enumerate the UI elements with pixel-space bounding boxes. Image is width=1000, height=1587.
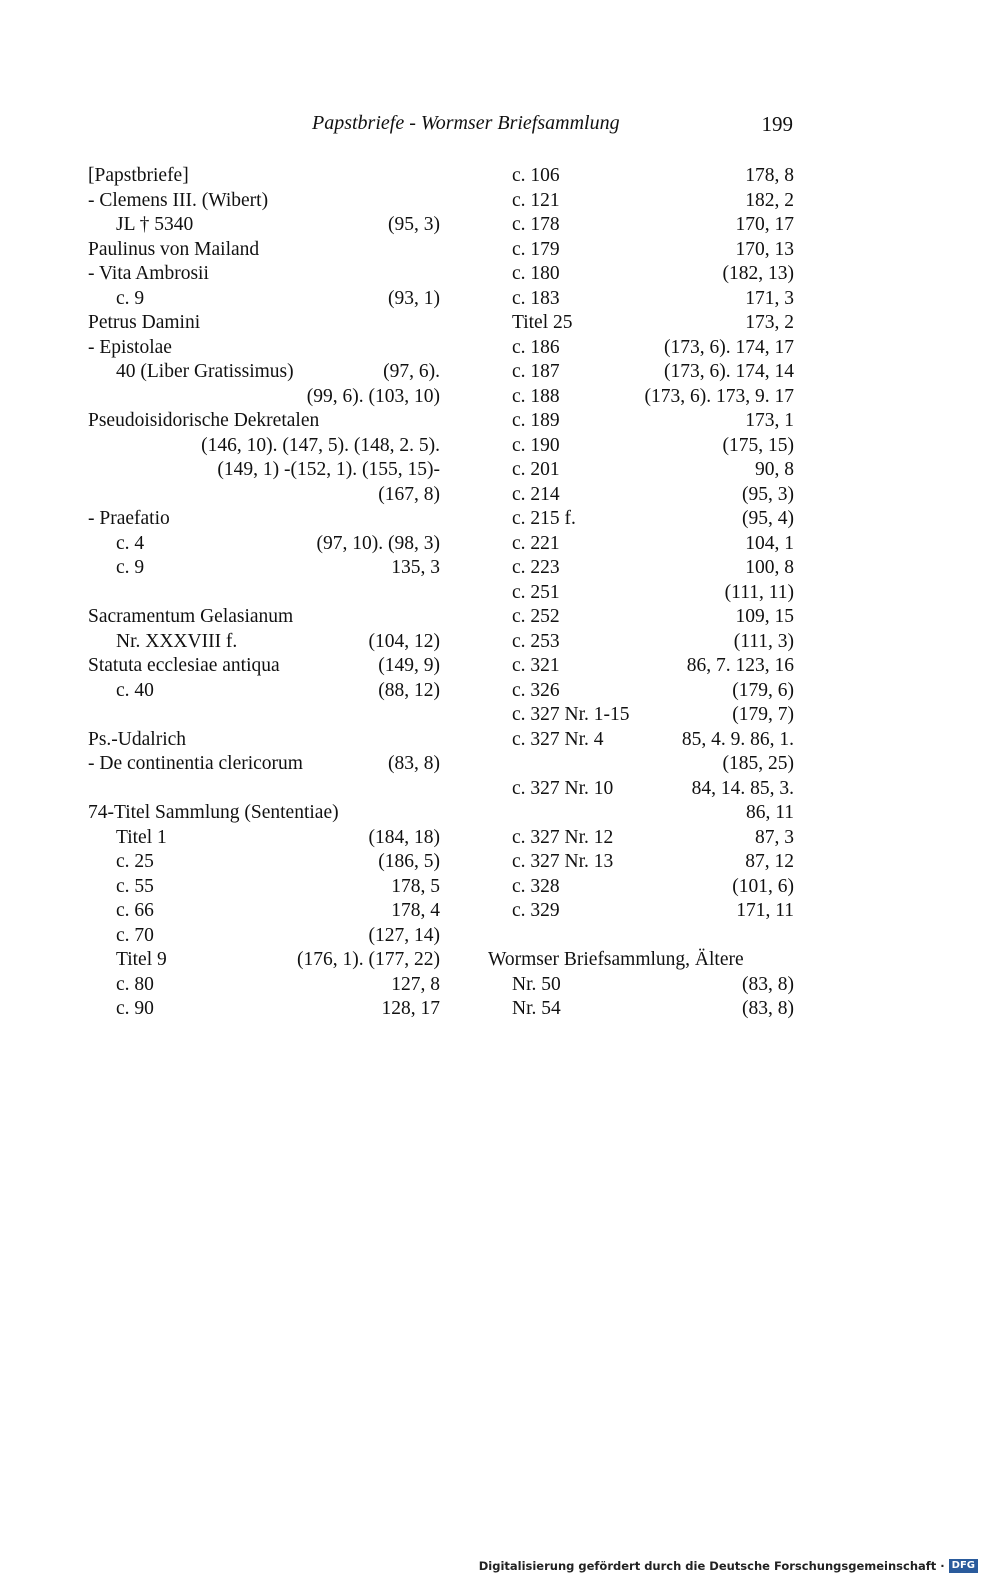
index-entry-reference: 178, 8 [745,165,794,186]
running-header-title: Papstbriefe - Wormser Briefsammlung [312,112,620,134]
index-entry-reference: (127, 14) [368,924,440,946]
index-entry-reference: 90, 8 [755,459,794,480]
index-entry [88,875,440,900]
index-entry-label: c. 251 [512,581,560,603]
index-entry [488,532,794,557]
index-entry [488,507,794,532]
index-entry [488,777,794,802]
index-entry [488,213,794,238]
index-entry [488,826,794,851]
index-entry [488,434,794,459]
index-entry-label: c. 25 [116,851,154,872]
index-entry [88,409,440,434]
index-entry-label: c. 223 [512,557,560,578]
index-entry-reference: 87, 3 [755,826,794,848]
index-entry-reference: (146, 10). (147, 5). (148, 2. 5). [201,434,440,456]
index-entry-label: Titel 9 [116,949,167,970]
index-entry-reference: (99, 6). (103, 10) [306,385,440,407]
index-entry [88,654,440,679]
index-column-left [88,164,440,1022]
index-entry-reference: (179, 7) [732,704,794,725]
index-entry [488,336,794,361]
index-entry-label: c. 190 [512,434,560,456]
index-entry-label: c. 252 [512,606,560,627]
index-entry-label: Paulinus von Mailand [88,238,260,260]
page-number: 199 [761,112,793,136]
index-entry [88,360,440,385]
index-entry-reference: 178, 5 [391,875,440,897]
index-entry-reference: 173, 2 [745,312,794,333]
index-entry-label: [Papstbriefe] [88,165,189,186]
index-entry-reference: (182, 13) [722,263,794,284]
index-entry-label: c. 40 [116,679,154,701]
index-entry-reference: (149, 9) [378,655,440,676]
index-entry-label: c. 9 [116,557,145,578]
index-entry [488,556,794,581]
index-entry [88,630,440,655]
index-entry-reference: (93, 1) [388,287,440,309]
index-entry [88,777,440,802]
index-entry [488,385,794,410]
index-entry-label: c. 187 [512,361,560,382]
index-entry-reference: (173, 6). 174, 17 [664,336,794,358]
index-entry-label: 40 (Liber Gratissimus) [116,361,294,382]
index-entry [488,801,794,826]
index-entry [488,703,794,728]
index-entry [88,899,440,924]
index-entry [88,189,440,214]
index-entry-label: c. 201 [512,459,560,480]
index-entry-reference: 171, 11 [736,900,794,921]
index-entry-reference: (97, 6). [383,361,440,382]
index-entry [88,973,440,998]
index-entry [88,703,440,728]
index-entry-reference: 100, 8 [745,557,794,578]
index-entry [488,238,794,263]
index-entry [488,311,794,336]
index-entry [488,948,794,973]
index-entry-label: Wormser Briefsammlung, Ältere [488,949,744,970]
index-entry-reference: (111, 3) [733,630,794,652]
index-entry [88,458,440,483]
index-entry [88,434,440,459]
index-entry-label: c. 183 [512,287,560,309]
index-entry-reference: 173, 1 [745,410,794,431]
index-entry-label: c. 214 [512,483,560,505]
index-entry-label: Nr. 54 [512,998,561,1019]
index-entry [488,409,794,434]
index-entry-reference: (173, 6). 173, 9. 17 [644,385,794,407]
index-entry-reference: (185, 25) [722,753,794,774]
index-entry [488,630,794,655]
index-entry-label: - Praefatio [88,508,170,529]
index-entry [488,287,794,312]
index-entry-reference: (88, 12) [378,679,440,701]
index-entry [488,164,794,189]
index-entry [88,483,440,508]
index-entry-reference: 86, 11 [745,802,794,823]
index-entry [88,826,440,851]
index-entry-label: c. 121 [512,189,560,211]
index-entry [488,360,794,385]
index-entry-label: c. 327 Nr. 4 [512,728,604,750]
index-entry-label: c. 178 [512,214,560,235]
index-entry-reference: (95, 4) [742,508,794,529]
index-entry-reference: 86, 7. 123, 16 [686,655,794,676]
index-entry [88,532,440,557]
index-entry-reference: 178, 4 [391,900,440,921]
index-entry-reference: 127, 8 [391,973,440,995]
funding-credit-text: Digitalisierung gefördert durch die Deutsche Forschungsgemeinschaft · [478,1559,945,1573]
index-entry [88,924,440,949]
index-entry-label: c. 180 [512,263,560,284]
index-entry-label: c. 188 [512,385,560,407]
index-entry-reference: (97, 10). (98, 3) [316,532,440,554]
dfg-logo: DFG [949,1559,978,1573]
index-entry-reference: (167, 8) [378,483,440,505]
index-entry-reference: (111, 11) [724,581,794,603]
index-entry [488,189,794,214]
index-entry-reference: (173, 6). 174, 14 [664,361,794,382]
index-entry-reference: (184, 18) [368,826,440,848]
index-entry-label: c. 215 f. [512,508,576,529]
index-entry-label: c. 327 Nr. 1-15 [512,704,630,725]
index-entry-reference: (176, 1). (177, 22) [297,949,440,970]
index-entry-label: c. 9 [116,287,145,309]
index-entry-reference: (95, 3) [388,214,440,235]
index-entry-reference: (179, 6) [732,679,794,701]
index-entry [88,507,440,532]
index-entry-label: Petrus Damini [88,312,201,333]
index-entry-label: c. 253 [512,630,560,652]
index-entry [488,483,794,508]
index-entry-label: JL † 5340 [116,214,194,235]
index-entry-reference: 170, 17 [735,214,794,235]
index-entry-label: c. 327 Nr. 13 [512,851,614,872]
index-entry [88,801,440,826]
index-entry [488,728,794,753]
index-entry [88,581,440,606]
index-entry [488,850,794,875]
index-entry [88,385,440,410]
index-entry-reference: 182, 2 [745,189,794,211]
index-entry [88,238,440,263]
index-entry [488,679,794,704]
index-entry-label: Nr. 50 [512,973,561,995]
index-entry-reference: (186, 5) [378,851,440,872]
index-entry-reference: (149, 1) -(152, 1). (155, 15)- [217,459,440,480]
index-entry-reference: (101, 6) [732,875,794,897]
index-entry [88,311,440,336]
index-entry-label: c. 4 [116,532,145,554]
index-entry-label: - Epistolae [88,336,172,358]
index-entry-label: - De continentia clericorum [88,753,303,774]
index-entry [88,728,440,753]
index-entry-label: c. 179 [512,238,560,260]
index-entry [88,605,440,630]
index-entry-label: Ps.-Udalrich [88,728,187,750]
index-entry-reference: (83, 8) [388,753,440,774]
index-entry-reference: (83, 8) [742,998,794,1019]
index-entry [488,973,794,998]
index-entry-reference: 128, 17 [381,998,440,1019]
index-entry-label: c. 221 [512,532,560,554]
index-entry [88,336,440,361]
index-column-right [488,164,794,1022]
index-entry-label: c. 327 Nr. 12 [512,826,614,848]
index-entry [488,875,794,900]
index-entry [88,213,440,238]
index-entry-label: Titel 25 [512,312,573,333]
index-entry-reference: (95, 3) [742,483,794,505]
index-entry [88,262,440,287]
index-entry [488,654,794,679]
index-entry [488,262,794,287]
index-entry-reference: 135, 3 [391,557,440,578]
index-entry [488,458,794,483]
index-entry [88,752,440,777]
index-entry [88,556,440,581]
index-entry [88,287,440,312]
index-entry-label: c. 90 [116,998,154,1019]
index-entry [88,679,440,704]
index-entry [88,948,440,973]
index-entry-label: c. 329 [512,900,560,921]
index-entry-reference: 104, 1 [745,532,794,554]
index-entry-label: c. 80 [116,973,154,995]
index-entry-label: c. 326 [512,679,560,701]
index-entry-label: c. 70 [116,924,154,946]
index-entry-reference: (175, 15) [722,434,794,456]
index-entry [88,850,440,875]
index-entry [488,581,794,606]
index-entry-reference: 171, 3 [745,287,794,309]
index-entry-label: Titel 1 [116,826,167,848]
index-entry-label: c. 327 Nr. 10 [512,777,614,799]
index-entry-label: Nr. XXXVIII f. [116,630,238,652]
index-entry [488,899,794,924]
index-entry-label: c. 321 [512,655,560,676]
index-entry-reference: (83, 8) [742,973,794,995]
index-entry-reference: 85, 4. 9. 86, 1. [681,728,794,750]
index-entry-label: Sacramentum Gelasianum [88,606,294,627]
index-entry [488,605,794,630]
index-entry-label: Statuta ecclesiae antiqua [88,655,280,676]
index-entry-label: c. 55 [116,875,154,897]
index-entry-label: c. 328 [512,875,560,897]
index-entry-reference: 109, 15 [735,606,794,627]
index-entry [88,164,440,189]
index-entry-label: c. 189 [512,410,560,431]
index-entry-reference: 84, 14. 85, 3. [691,777,794,799]
index-entry [488,924,794,949]
index-entry-label: c. 66 [116,900,154,921]
index-entry [88,997,440,1022]
index-entry-label: c. 186 [512,336,560,358]
index-entry-reference: 87, 12 [745,851,794,872]
index-entry-label: 74-Titel Sammlung (Sententiae) [88,802,339,823]
funding-credit [479,1559,978,1573]
index-entry-label: - Clemens III. (Wibert) [88,189,269,211]
index-entry-label: c. 106 [512,165,560,186]
index-entry-reference: (104, 12) [368,630,440,652]
index-entry [488,997,794,1022]
index-entry-reference: 170, 13 [735,238,794,260]
index-entry-label: - Vita Ambrosii [88,263,209,284]
index-entry-label: Pseudoisidorische Dekretalen [88,410,320,431]
index-entry [488,752,794,777]
